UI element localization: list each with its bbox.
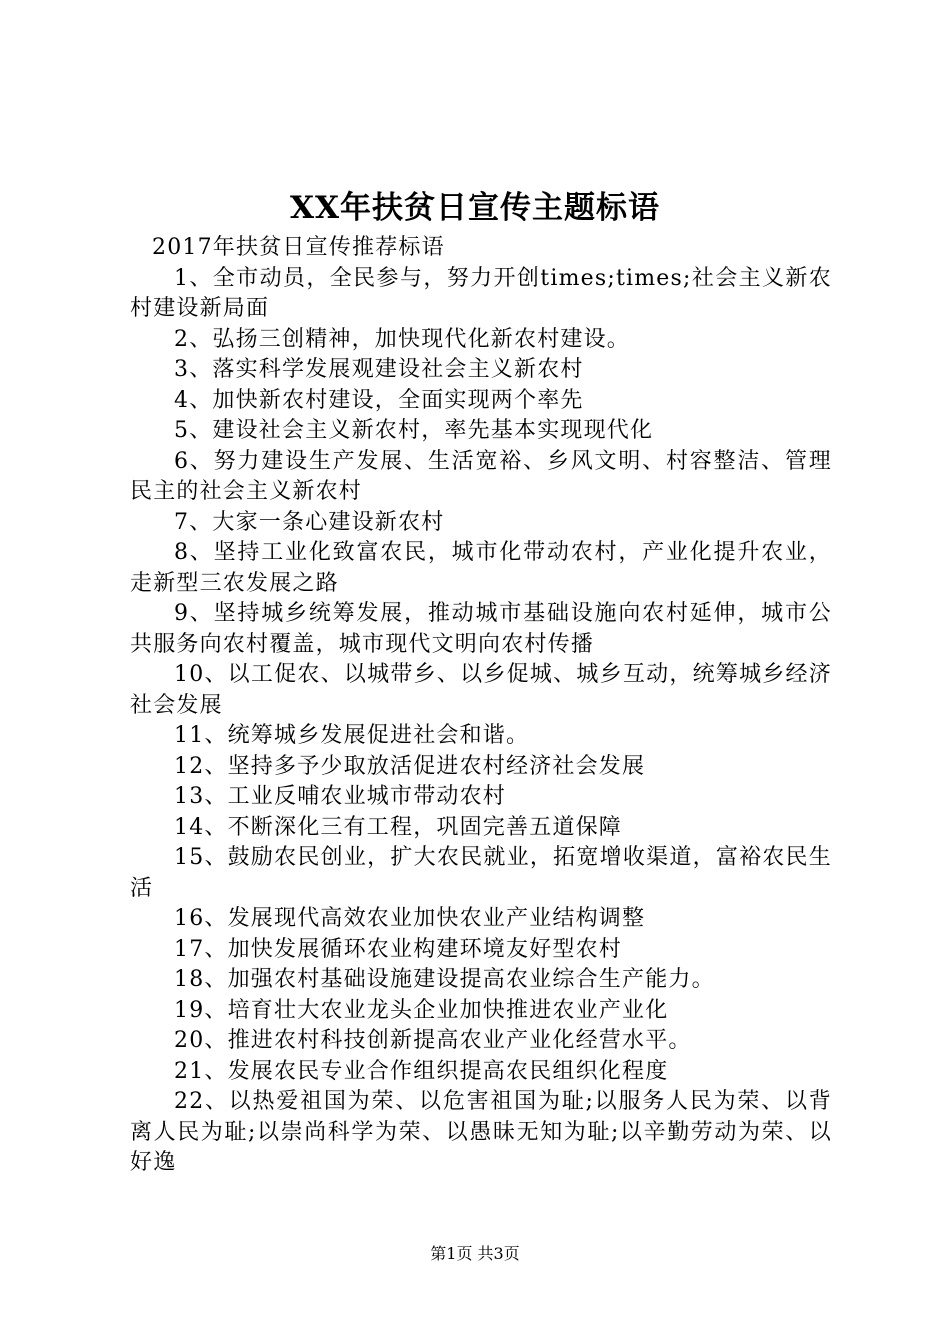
slogan-item: 14、不断深化三有工程，巩固完善五道保障 [174,814,622,840]
slogan-item: 18、加强农村基础设施建设提高农业综合生产能力。 [174,967,715,992]
slogan-item: 1、全市动员，全民参与，努力开创times;times;社会主义新农村建设新局面 [130,265,832,321]
slogan-item: 6、努力建设生产发展、生活宽裕、乡风文明、村容整洁、管理民主的社会主义新农村 [130,448,832,504]
slogan-item: 17、加快发展循环农业构建环境友好型农村 [174,936,622,962]
slogan-item: 15、鼓励农民创业，扩大农民就业，拓宽增收渠道，富裕农民生活 [130,845,832,901]
slogan-item: 7、大家一条心建设新农村 [174,509,445,535]
slogan-item: 12、坚持多予少取放活促进农村经济社会发展 [174,753,646,779]
slogan-item: 19、培育壮大农业龙头企业加快推进农业产业化 [174,997,669,1023]
slogan-item: 5、建设社会主义新农村，率先基本实现现代化 [174,418,654,443]
document-subheading: 2017年扶贫日宣传推荐标语 [152,235,445,260]
page-number-footer: 第1页 共3页 [430,1244,520,1263]
slogan-item: 10、以工促农、以城带乡、以乡促城、城乡互动，统筹城乡经济社会发展 [130,662,832,718]
slogan-item: 20、推进农村科技创新提高农业产业化经营水平。 [174,1028,692,1053]
slogan-item: 4、加快新农村建设，全面实现两个率先 [174,387,584,413]
slogan-item: 21、发展农民专业合作组织提高农民组织化程度 [174,1058,669,1084]
slogan-item: 3、落实科学发展观建设社会主义新农村 [174,357,584,382]
slogan-item: 16、发展现代高效农业加快农业产业结构调整 [174,906,646,931]
document-title: XX年扶贫日宣传主题标语 [289,190,661,226]
slogan-item: 8、坚持工业化致富农民，城市化带动农村，产业化提升农业，走新型三农发展之路 [130,540,832,596]
slogan-item: 13、工业反哺农业城市带动农村 [174,784,506,809]
slogan-item: 11、统筹城乡发展促进社会和谐。 [174,723,530,748]
slogan-item: 9、坚持城乡统筹发展，推动城市基础设施向农村延伸，城市公共服务向农村覆盖，城市现代文明向农村传播 [130,601,832,657]
document-body [130,233,832,1179]
slogan-item: 22、以热爱祖国为荣、以危害祖国为耻;以服务人民为荣、以背离人民为耻;以崇尚科学为荣、以愚昧无知为耻;以辛勤劳动为荣、以好逸 [130,1089,832,1175]
slogan-item: 2、弘扬三创精神，加快现代化新农村建设。 [174,326,630,352]
